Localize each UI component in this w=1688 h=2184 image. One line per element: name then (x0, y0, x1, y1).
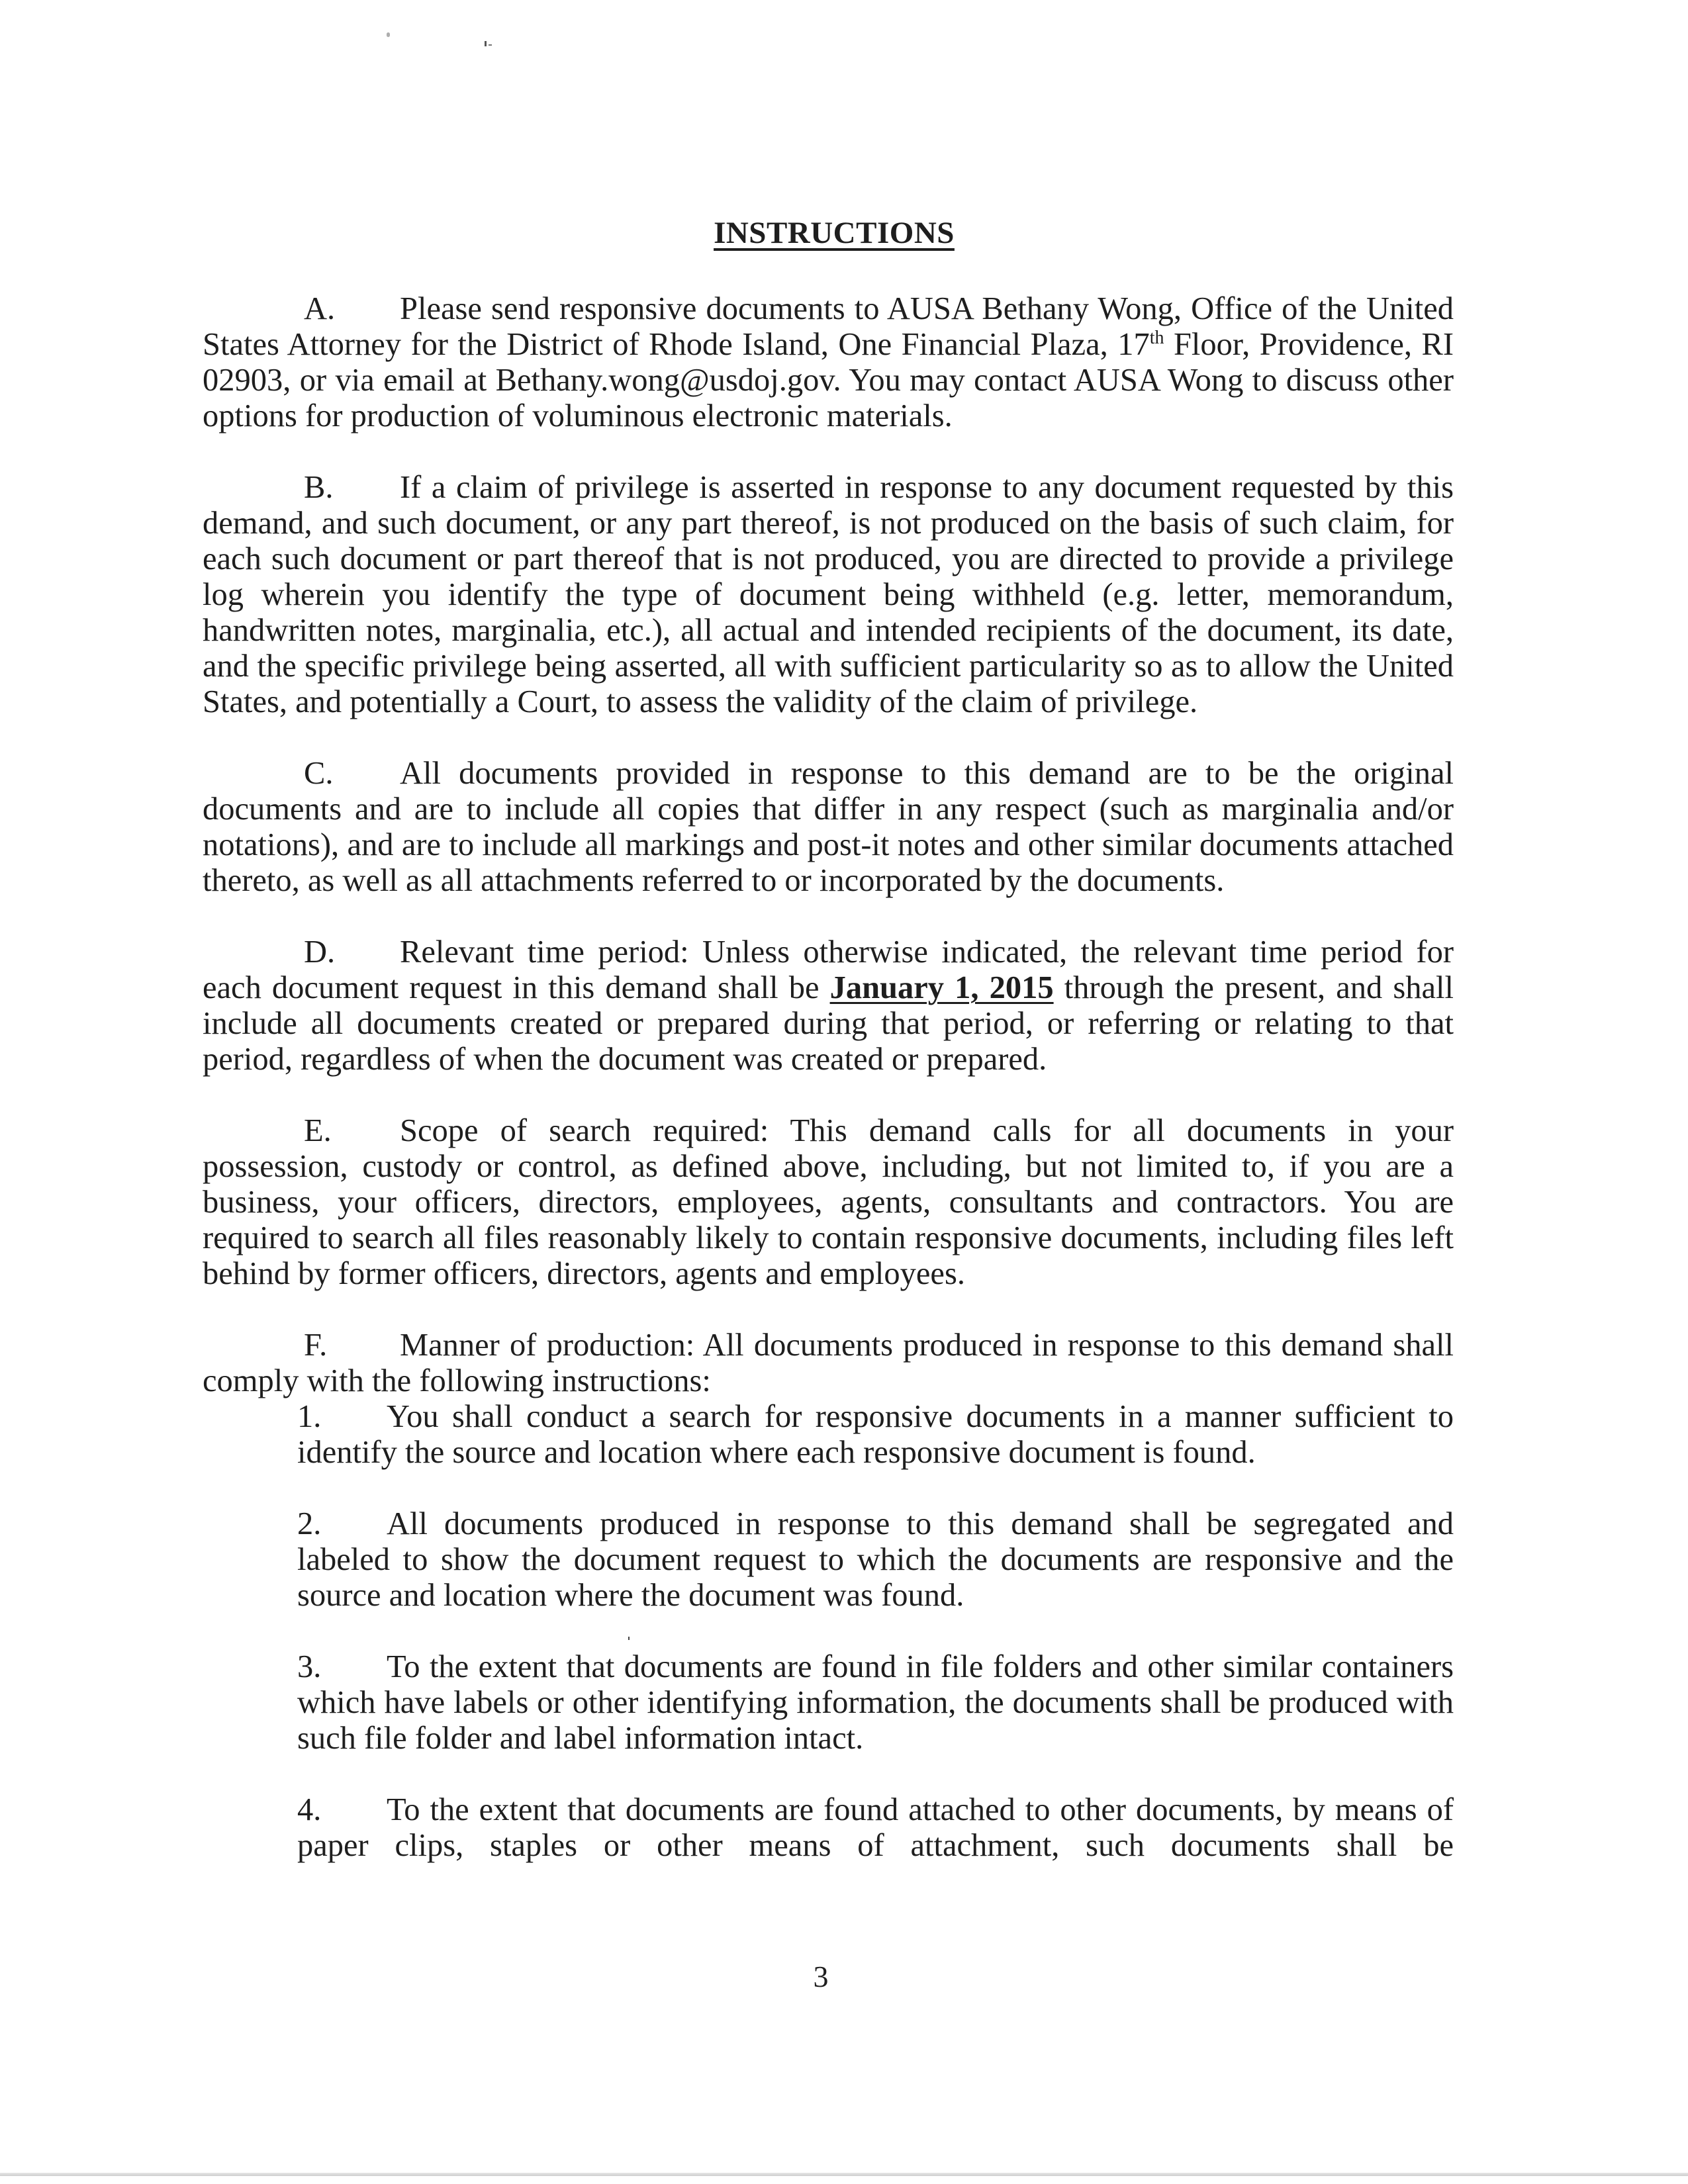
paragraph-text: All documents provided in response to this demand are to be the original documents and are to include all copies that differ in any respect (such as marginalia and/or notations), and are to include all markings and post-it notes and other similar documents attached thereto, as well as all attachments referred to or incorporated by the documents. (203, 756, 1454, 898)
item-text: You shall conduct a search for responsive documents in a manner sufficient to identify the source and location where each responsive document is found. (297, 1399, 1454, 1470)
scan-artifact (489, 44, 492, 46)
item-text: All documents produced in response to this demand shall be segregated and labeled to show the document request to which the documents are responsive and the source and location where the document was found. (297, 1506, 1454, 1613)
item-text: To the extent that documents are found in file folders and other similar containers which have labels or other identifying information, the documents shall be produced with such file folder and label information intact. (297, 1649, 1454, 1756)
paragraph-text: Manner of production: All documents produced in response to this demand shall comply with the following instructions: (203, 1328, 1454, 1398)
ordinal-suffix: th (1149, 327, 1164, 348)
page-title (0, 215, 1668, 251)
item-label: 3. (297, 1649, 322, 1684)
paragraph-e (203, 1113, 1454, 1292)
page-edge-shadow (0, 2173, 1688, 2176)
paragraph-label: E. (304, 1113, 332, 1148)
paragraph-text: If a claim of privilege is asserted in response to any document requested by this demand, and such document, or any part thereof, is not produced on the basis of such claim, for each such document or part thereof that is not produced, you are directed to provide a privilege log wherein you identify the type of document being withheld (e.g. letter, memorandum, handwritten notes, marginalia, etc.), all actual and intended recipients of the document, its date, and the specific privilege being asserted, all with sufficient particularity so as to allow the United States, and potentially a Court, to assess the validity of the claim of privilege. (203, 470, 1454, 719)
paragraph-label: D. (304, 934, 336, 970)
paragraph-text: Scope of search required: This demand calls for all documents in your possession, custody or control, as defined above, including, but not limited to, if you are a business, your officers, directors, employees, agents, consultants and contractors. You are required to search all files reasonably likely to contain responsive documents, including files left behind by former officers, directors, agents and employees. (203, 1113, 1454, 1291)
paragraph-text: through the present, and shall include all documents created or prepared during that period, or referring or relating to that period, regardless of when the document was created or prepared. (203, 970, 1454, 1077)
heading-text: INSTRUCTIONS (714, 216, 955, 250)
paragraph-c (203, 756, 1454, 899)
item-label: 1. (297, 1399, 322, 1434)
paragraph-text: Please send responsive documents to AUSA Bethany Wong, Office of the United States Attorney for the District of Rhode Island, One Financial Plaza, 17 (203, 291, 1454, 362)
paragraph-text: Relevant time period: Unless otherwise indicated, the relevant time period for each document request in this demand shall be (203, 934, 1454, 1005)
paragraph-f (203, 1328, 1454, 1399)
production-item-3 (297, 1649, 1454, 1756)
scan-artifact (387, 32, 390, 37)
paragraph-label: B. (304, 470, 334, 505)
paragraph-label: F. (304, 1328, 328, 1363)
paragraph-d (203, 934, 1454, 1077)
page-number: 3 (813, 1960, 829, 1993)
paragraph-label: A. (304, 291, 336, 326)
production-item-4 (297, 1792, 1454, 1864)
relevant-start-date: January 1, 2015 (829, 970, 1054, 1005)
item-label: 2. (297, 1506, 322, 1541)
production-item-1 (297, 1399, 1454, 1471)
scan-artifact (485, 41, 487, 46)
paragraph-label: C. (304, 756, 334, 791)
paragraph-b (203, 470, 1454, 720)
item-text: To the extent that documents are found attached to other documents, by means of paper clips, staples or other means of attachment, such documents shall be (297, 1792, 1454, 1863)
production-item-2 (297, 1506, 1454, 1614)
instructions-body (203, 291, 1454, 1899)
paragraph-a (203, 291, 1454, 434)
item-label: 4. (297, 1792, 322, 1827)
scan-artifact (628, 1637, 630, 1640)
paragraph-text: Floor, Providence, RI 02903, or via email at Bethany.wong@usdoj.gov. You may contact AUSA Wong to discuss other options for production of voluminous electronic materials. (203, 327, 1454, 433)
